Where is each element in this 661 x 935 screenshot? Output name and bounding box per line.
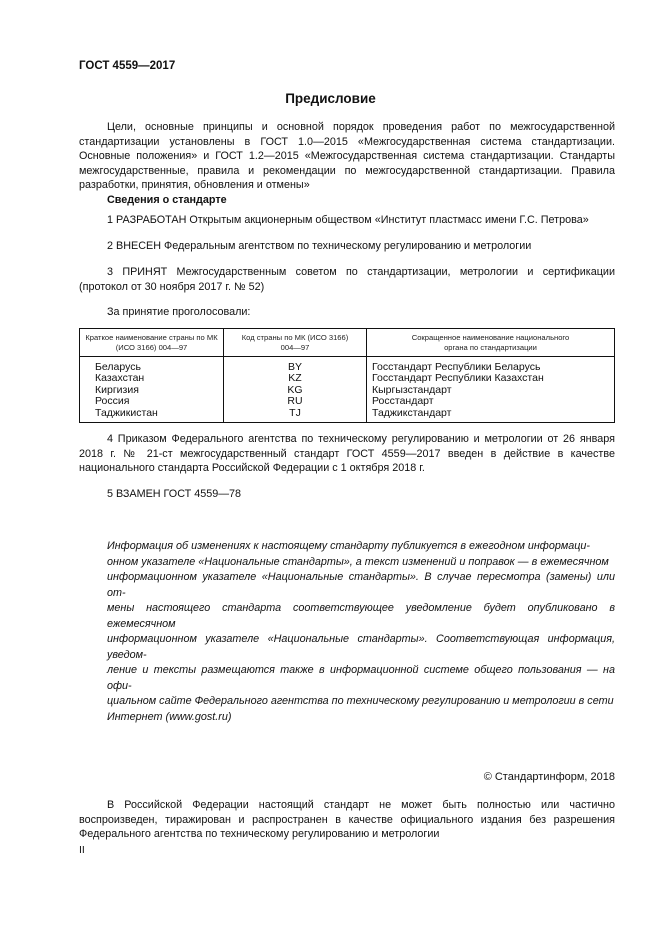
body-cell: Кыргызстандарт [372, 383, 452, 396]
code-column [224, 362, 366, 419]
item-replaces: 5 ВЗАМЕН ГОСТ 4559—78 [107, 488, 242, 500]
country-cell: Казахстан [95, 372, 145, 385]
page-number: II [79, 844, 85, 856]
body-cell: Таджикстандарт [372, 406, 452, 419]
notice-line: Информация об изменениях к настоящему стандарту публикуется в ежегодном информаци- [107, 540, 590, 552]
intro-paragraph: Цели, основные принципы и основной порядок проведения работ по межгосударственной стандартизации установлены в ГОСТ 1.0—2015 «Межгосударственная система стандартизации. Основные положения» и ГОСТ 1.2—2015 «Межгосударственная система стандартизации. Стандарты межгосударственные, правила и рекомендации по межгосударственной стандартизации. Правила разработки, принятия, обновления и отмены» [79, 121, 615, 191]
code-cell: RU [287, 395, 303, 408]
body-column [372, 362, 544, 419]
country-column [95, 362, 158, 419]
code-cell: TJ [289, 406, 301, 419]
notice-line: ление и тексты размещаются также в информационной системе общего пользования — на офи- [107, 664, 615, 692]
notice-line: информационном указателе «Национальные стандарты». В случае пересмотра (замены) или от- [107, 571, 615, 599]
changes-notice [107, 539, 615, 725]
voted-label: За принятие проголосовали: [107, 306, 251, 318]
country-cell: Беларусь [95, 361, 141, 373]
country-cell: Таджикистан [95, 406, 158, 419]
item-order: 4 Приказом Федерального агентства по техническому регулированию и метрологии от 26 января 2018 г. № 21-ст межгосударственный стандарт ГОСТ 4559—2017 введен в действие в качестве национального стандарта Российской Федерации с 1 октября 2018 г. [79, 433, 615, 474]
notice-line: информационном указателе «Национальные стандарты». Соответствующая информация, уведом- [107, 633, 615, 661]
item-introduced: 2 ВНЕСЕН Федеральным агентством по техническому регулированию и метрологии [107, 240, 532, 252]
notice-line: онном указателе «Национальные стандарты», а текст изменений и поправок — в ежемесячном [107, 555, 609, 568]
copyright-notice: © Стандартинформ, 2018 [483, 771, 615, 783]
reproduction-notice: В Российской Федерации настоящий стандарт не может быть полностью или частично воспроизведен, тиражирован и распространен в качестве официального издания без разрешения Федерального агентства по техническому регулированию и метрологии [79, 799, 615, 840]
page-title: Предисловие [285, 91, 376, 106]
code-cell: KZ [288, 372, 302, 385]
voting-table [79, 328, 615, 423]
document-code: ГОСТ 4559—2017 [79, 60, 176, 72]
info-heading: Сведения о стандарте [107, 194, 227, 206]
body-cell: Госстандарт Республики Казахстан [372, 372, 544, 385]
body-cell: Госстандарт Республики Беларусь [372, 361, 541, 373]
code-cell: KG [287, 383, 303, 396]
notice-line: циальном сайте Федерального агентства по техническому регулированию и метрологии в сети [107, 695, 614, 707]
country-cell: Россия [95, 395, 130, 408]
header-country-code: Код страны по МК (ИСО 3166) 004—97 [241, 333, 349, 352]
item-adopted: 3 ПРИНЯТ Межгосударственным советом по стандартизации, метрологии и сертификации (протокол от 30 ноября 2017 г. № 52) [79, 266, 615, 293]
country-cell: Киргизия [95, 383, 139, 396]
body-cell: Росстандарт [372, 395, 434, 408]
notice-line: Интернет (www.gost.ru) [107, 710, 232, 723]
item-developed: 1 РАЗРАБОТАН Открытым акционерным обществом «Институт пластмасс имени Г.С. Петрова» [107, 214, 589, 226]
header-country-name: Краткое наименование страны по МК (ИСО 3166) 004—97 [85, 333, 218, 352]
header-standards-body: Сокращенное наименование национального органа по стандартизации [411, 333, 570, 352]
notice-line: мены настоящего стандарта соответствующее уведомление будет опубликовано в ежемесячном [107, 602, 615, 630]
code-cell: BY [287, 361, 302, 373]
